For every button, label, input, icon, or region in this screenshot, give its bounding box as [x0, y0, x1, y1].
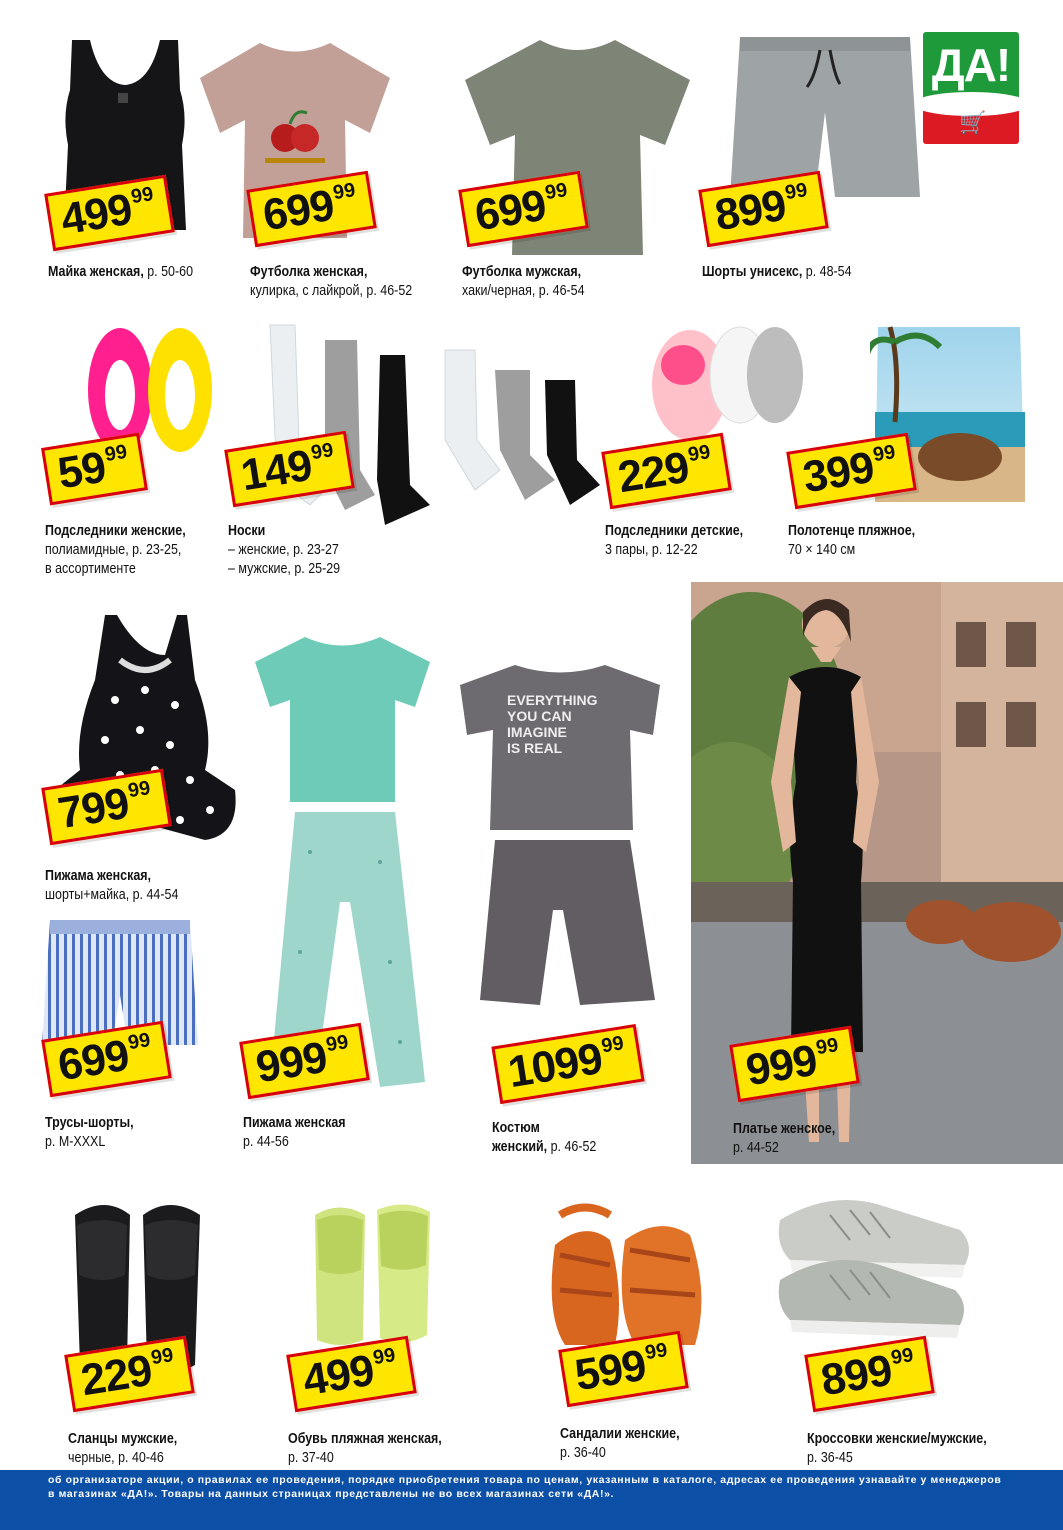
price-tag-tshirt-w: 699 99 — [246, 171, 376, 247]
caption-tank: Майка женская, р. 50-60 — [48, 264, 194, 280]
logo-text: ДА! — [931, 39, 1011, 91]
price-tag-suit: 1099 99 — [491, 1024, 644, 1104]
price-tag-tshirt-m: 699 99 — [458, 171, 588, 247]
price-tag-slides-w: 499 99 — [286, 1336, 416, 1412]
cart-icon: 🛒 — [959, 110, 987, 135]
price-tag-pajama-shorts: 799 99 — [41, 769, 171, 845]
caption-pajama: Пижама женская р. 44-56 — [243, 1115, 346, 1150]
caption-slides-w: Обувь пляжная женская, р. 37-40 — [288, 1431, 442, 1466]
caption-shorts: Шорты унисекс, р. 48-54 — [702, 264, 852, 280]
caption-suit: Костюм женский, р. 46-52 — [492, 1120, 597, 1155]
shorts-image — [725, 32, 925, 202]
caption-sneakers: Кроссовки женские/мужские, р. 36-45 — [807, 1431, 987, 1466]
price-tag-boxers: 699 99 — [41, 1021, 171, 1097]
price-tag-pajama: 999 99 — [239, 1023, 369, 1099]
womens-slides-image — [305, 1200, 440, 1350]
sneakers-image — [770, 1190, 975, 1340]
sandals-image — [540, 1195, 715, 1355]
kids-footies-image — [645, 320, 805, 450]
price-tag-dress: 999 99 — [729, 1026, 859, 1102]
footer-line-1: об организаторе акции, о правилах ее проведения, порядке приобретения товара по ценам, указанным в каталоге, адресах ее проведения узнавайте у менеджеров — [48, 1474, 1002, 1486]
price-tag-towel: 399 99 — [786, 433, 916, 509]
tee-print-line-4: IS REAL — [507, 740, 563, 756]
price-tag-shorts: 899 99 — [698, 171, 828, 247]
tee-print-line-2: YOU CAN — [507, 708, 572, 724]
caption-footies-k: Подследники детские, 3 пары, р. 12-22 — [605, 523, 744, 558]
footer-disclaimer — [0, 1470, 1063, 1530]
caption-dress: Платье женское, р. 44-52 — [733, 1121, 836, 1156]
price-tag-sandals: 599 99 — [558, 1331, 688, 1407]
caption-slides-m: Сланцы мужские, черные, р. 40-46 — [68, 1431, 178, 1466]
caption-tshirt-w: Футболка женская, кулирка, с лайкрой, р. 46-52 — [250, 264, 413, 299]
tee-print-line-3: IMAGINE — [507, 724, 567, 740]
caption-pajama-shorts: Пижама женская, шорты+майка, р. 44-54 — [45, 868, 179, 903]
caption-towel: Полотенце пляжное, 70 × 140 см — [788, 523, 916, 558]
caption-socks: Носки – женские, р. 23-27 – мужские, р. 25-29 — [228, 523, 341, 577]
socks-image — [265, 320, 605, 530]
caption-sandals: Сандалии женские, р. 36-40 — [560, 1426, 680, 1461]
pajama-image — [230, 632, 455, 1092]
caption-boxers: Трусы-шорты, р. M-XXXL — [45, 1115, 134, 1150]
price-tag-footies-w: 59 99 — [41, 433, 148, 506]
price-tag-sneakers: 899 99 — [804, 1336, 934, 1412]
caption-tshirt-m: Футболка мужская, хаки/черная, р. 46-54 — [462, 264, 585, 299]
caption-footies-w: Подследники женские, полиамидные, р. 23-25, в ассортименте — [45, 523, 186, 577]
brand-logo — [923, 32, 1019, 144]
price-tag-footies-k: 229 99 — [601, 433, 731, 509]
tee-print-line-1: EVERYTHING — [507, 692, 598, 708]
price-tag-slides-m: 229 99 — [64, 1336, 194, 1412]
suit-image — [455, 660, 665, 1010]
footer-line-2: в магазинах «ДА!». Товары на данных страницах представлены не во всех магазинах сети «ДА!». — [48, 1488, 615, 1500]
price-tag-socks: 149 99 — [224, 431, 354, 507]
price-tag-tank: 499 99 — [44, 175, 174, 251]
